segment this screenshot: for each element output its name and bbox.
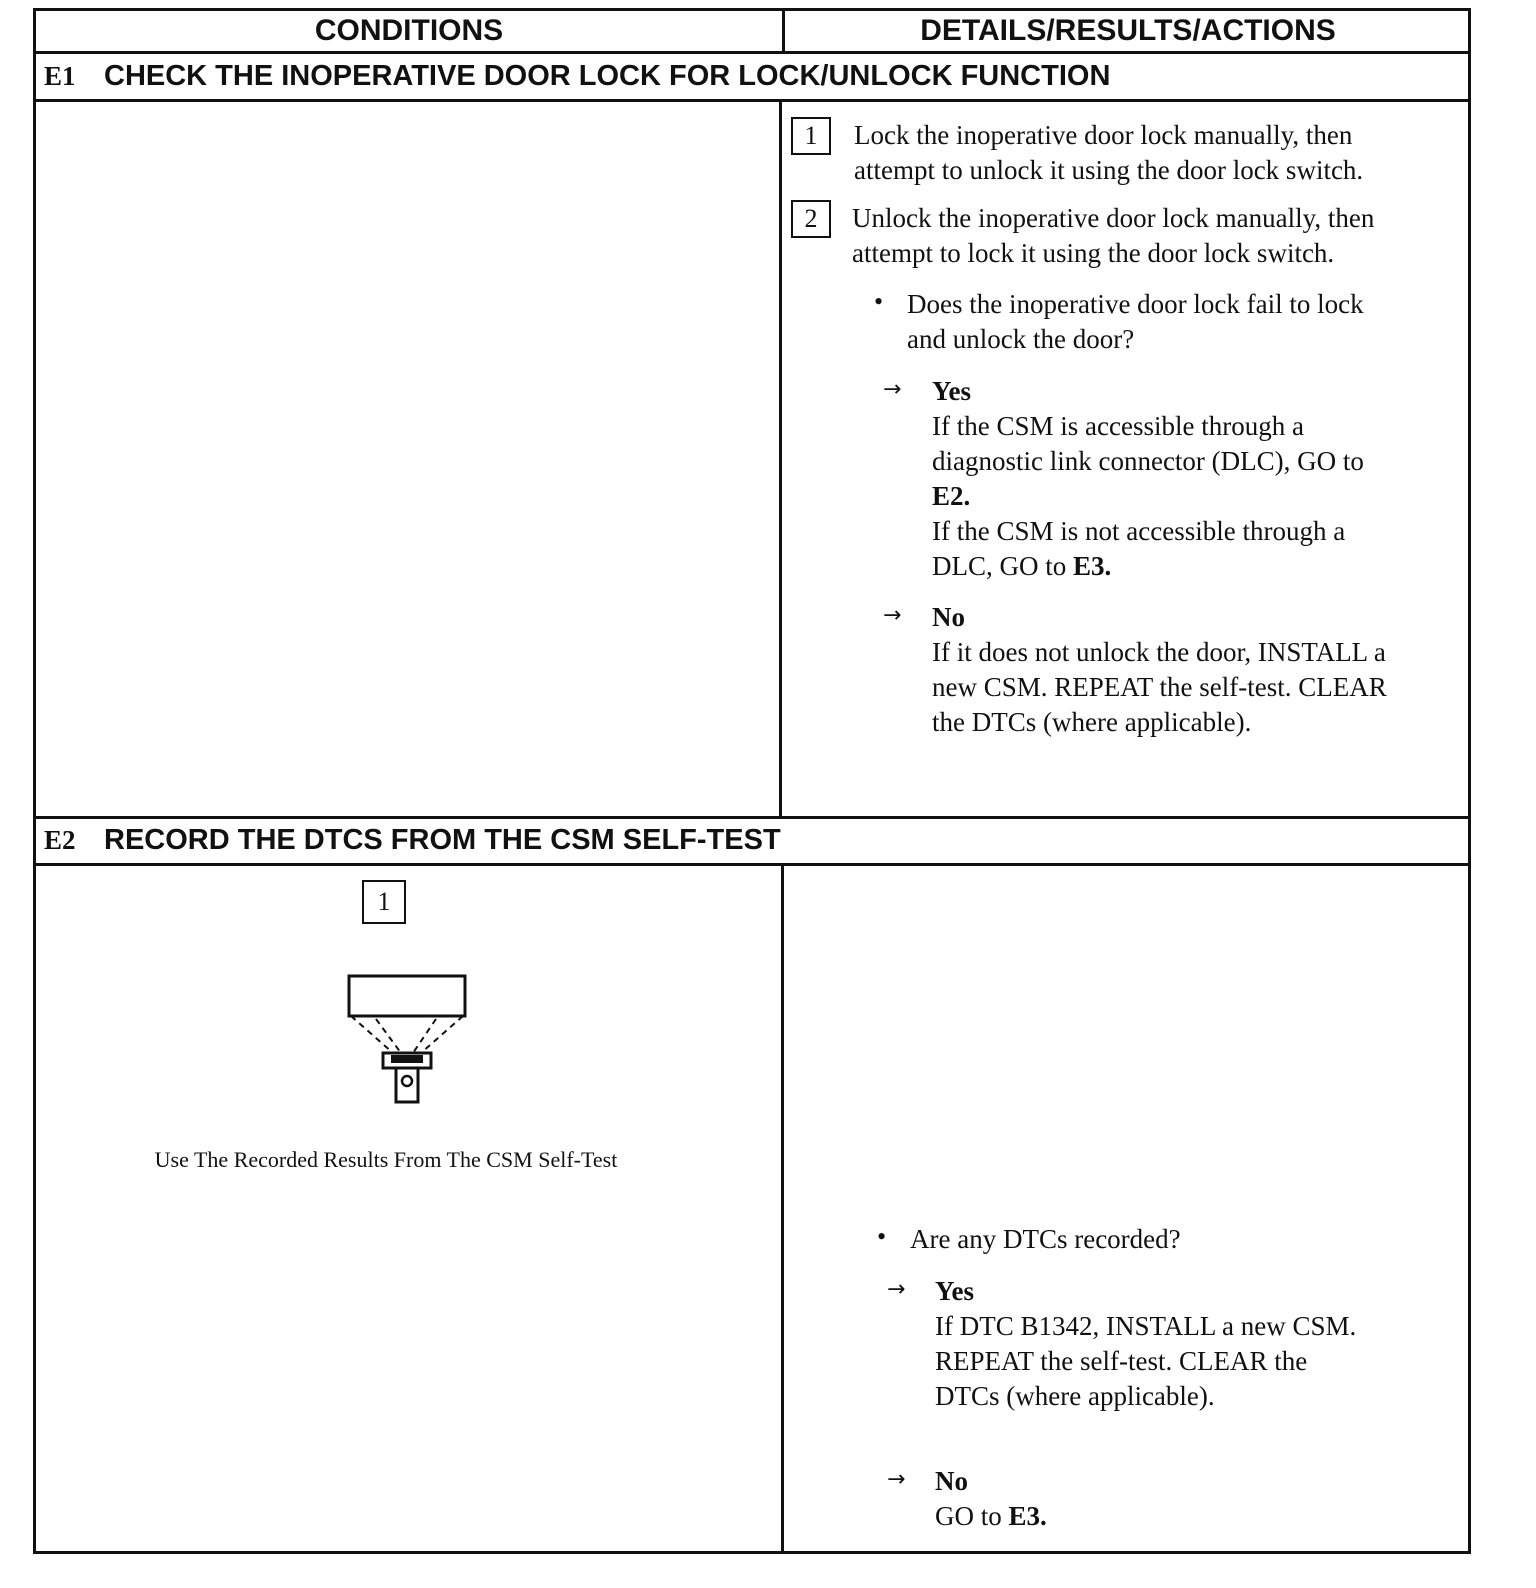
e1-no-line1: If it does not unlock the door, INSTALL a xyxy=(932,637,1386,667)
right-arrow-icon: → xyxy=(887,1277,906,1302)
e1-no-line2: new CSM. REPEAT the self-test. CLEAR xyxy=(932,672,1387,702)
e2-id: E2 xyxy=(44,825,76,855)
e2-yes-block xyxy=(935,1274,1356,1414)
e2-section-title xyxy=(36,820,1468,864)
details-header: DETAILS/RESULTS/ACTIONS xyxy=(920,14,1336,47)
e2-top-divider xyxy=(36,816,1468,819)
e2-question: Are any DTCs recorded? xyxy=(910,1224,1181,1254)
e1-yes-label: Yes xyxy=(932,376,971,406)
e1-yes-line2: diagnostic link connector (DLC), GO to xyxy=(932,446,1364,476)
e1-step1-box: 1 xyxy=(791,117,831,155)
e1-yes-line3: If the CSM is not accessible through a xyxy=(932,516,1346,546)
e1-section-title xyxy=(36,56,1468,100)
e1-step2-text xyxy=(852,201,1374,271)
e1-step2-line2: attempt to lock it using the door lock switch. xyxy=(852,238,1335,268)
e1-no-block xyxy=(932,600,1387,740)
scan-tool-icon xyxy=(336,971,476,1111)
e1-no-label: No xyxy=(932,602,965,632)
e2-no-block xyxy=(935,1464,1047,1534)
e2-no-label: No xyxy=(935,1466,968,1496)
e2-title-divider xyxy=(36,863,1468,866)
diagnostic-table xyxy=(33,8,1471,1554)
e1-no-line3: the DTCs (where applicable). xyxy=(932,707,1252,737)
e1-step1-line1: Lock the inoperative door lock manually, then xyxy=(854,120,1353,150)
e1-yes-ref-e3: E3. xyxy=(1073,551,1112,581)
e2-no-line1 xyxy=(935,1499,1047,1534)
e1-title-divider xyxy=(36,99,1468,102)
e1-yes-line4-text: DLC, GO to xyxy=(932,551,1073,581)
e2-yes-line3: DTCs (where applicable). xyxy=(935,1381,1215,1411)
e1-step2-line1: Unlock the inoperative door lock manually, then xyxy=(852,203,1375,233)
e1-step2-box: 2 xyxy=(791,200,831,238)
right-arrow-icon: → xyxy=(883,377,902,402)
conditions-header: CONDITIONS xyxy=(314,14,504,47)
e1-id: E1 xyxy=(44,61,76,91)
bullet-dot-icon: • xyxy=(877,1222,887,1251)
e1-yes-line1: If the CSM is accessible through a xyxy=(932,411,1304,441)
e1-question-line1: Does the inoperative door lock fail to lock xyxy=(907,289,1364,319)
e2-no-ref-e3: E3. xyxy=(1008,1501,1047,1531)
right-arrow-icon: → xyxy=(883,603,902,628)
e1-title: CHECK THE INOPERATIVE DOOR LOCK FOR LOCK/UNLOCK FUNCTION xyxy=(104,60,1111,92)
e2-yes-line2: REPEAT the self-test. CLEAR the xyxy=(935,1346,1308,1376)
e1-yes-ref-e2: E2. xyxy=(932,481,971,511)
e2-yes-label: Yes xyxy=(935,1276,974,1306)
e2-column-divider xyxy=(781,866,784,1554)
e1-column-divider xyxy=(779,102,782,816)
right-arrow-icon: → xyxy=(887,1467,906,1492)
e2-no-line1-text: GO to xyxy=(935,1501,1009,1531)
e1-yes-block xyxy=(932,374,1364,584)
table-header xyxy=(36,11,1468,54)
e1-step1-line2: attempt to unlock it using the door lock switch. xyxy=(854,155,1364,185)
e1-question-line2: and unlock the door? xyxy=(907,324,1135,354)
e1-yes-line4 xyxy=(932,549,1364,584)
e2-yes-line1: If DTC B1342, INSTALL a new CSM. xyxy=(935,1311,1357,1341)
e2-step1-box: 1 xyxy=(362,880,406,924)
e2-title: RECORD THE DTCS FROM THE CSM SELF-TEST xyxy=(104,824,781,856)
bullet-dot-icon: • xyxy=(874,287,884,316)
e2-caption: Use The Recorded Results From The CSM Self-Test xyxy=(154,1147,618,1172)
e1-step1-text xyxy=(854,118,1363,188)
e1-question xyxy=(907,287,1364,357)
